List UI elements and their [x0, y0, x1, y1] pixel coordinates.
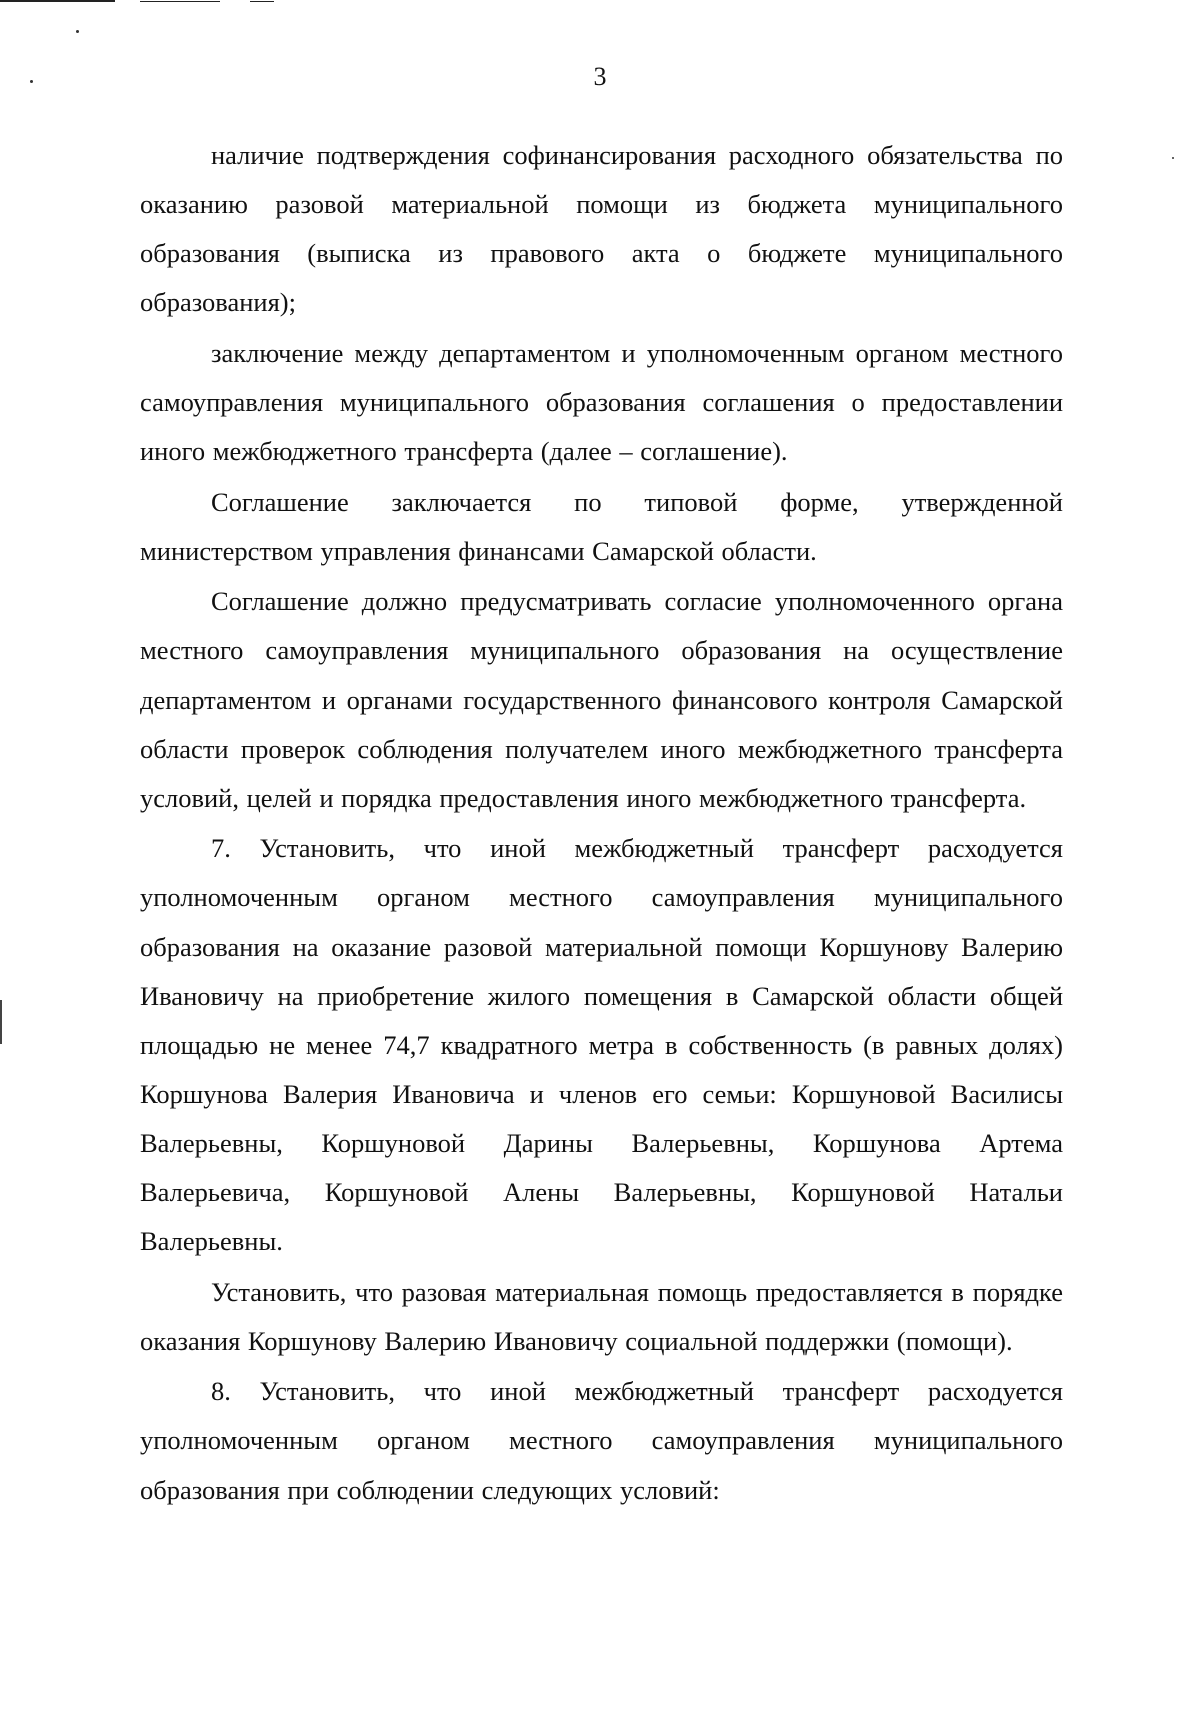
scan-artifact-line [0, 0, 115, 2]
paragraph-item-7: 7. Установить, что иной межбюджетный трансферт расходуется уполномоченным органом местного самоуправления муниципального образования на оказание разовой материальной помощи Коршунову Валерию Ивановичу на приобретение жилого помещения в Самарской области общей площадью не менее 74,7 квадратного метра в собственность (в равных долях) Коршунова Валерия Ивановича и членов его семьи: Коршуновой Василисы Валерьевны, Коршуновой Дарины Валерьевны, Коршунова Артема Валерьевича, Коршуновой Алены Валерьевны, Коршуновой Натальи Валерьевны. [140, 833, 1063, 1257]
scan-artifact-bar [0, 1000, 2, 1044]
paragraph-cofinancing-confirmation: наличие подтверждения софинансирования расходного обязательства по оказанию разовой материальной помощи из бюджета муниципального образования (выписка из правового акта о бюджете муниципального образования); [140, 140, 1063, 318]
document-body [140, 131, 1063, 1515]
paragraph-material-aid-order: Установить, что разовая материальная помощь предоставляется в порядке оказания Коршунову Валерию Ивановичу социальной поддержки (помощи). [140, 1276, 1063, 1356]
scan-artifact-line [250, 1, 274, 2]
paragraph-agreement-consent: Соглашение должно предусматривать согласие уполномоченного органа местного самоуправления муниципального образования на осуществление департаментом и органами государственного финансового контроля Самарской области проверок соблюдения получателем иного межбюджетного трансферта условий, целей и порядка предоставления иного межбюджетного трансферта. [140, 586, 1063, 813]
paragraph-agreement-form: Соглашение заключается по типовой форме, утвержденной министерством управления финансами Самарской области. [140, 486, 1063, 566]
scan-artifact-dot [1172, 157, 1174, 159]
page-number: 3 [593, 62, 607, 91]
scan-artifact-line [140, 1, 220, 2]
paragraph-item-8: 8. Установить, что иной межбюджетный трансферт расходуется уполномоченным органом местного самоуправления муниципального образования при соблюдении следующих условий: [140, 1376, 1063, 1505]
scan-artifact-dot [76, 30, 79, 33]
paragraph-agreement-conclusion: заключение между департаментом и уполномоченным органом местного самоуправления муниципального образования соглашения о предоставлении иного межбюджетного трансферта (далее – соглашение). [140, 337, 1063, 467]
